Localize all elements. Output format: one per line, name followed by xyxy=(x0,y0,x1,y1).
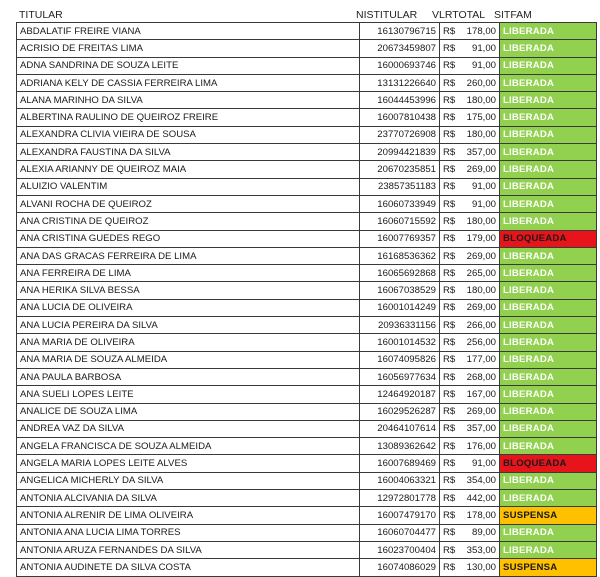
vlrtotal-cell xyxy=(440,282,500,299)
currency-symbol: R$ xyxy=(443,285,456,297)
amount-value: 180,00 xyxy=(466,129,496,141)
amount-value: 265,00 xyxy=(466,267,496,279)
amount-value: 178,00 xyxy=(466,509,496,521)
sitfam-status-cell: LIBERADA xyxy=(500,247,597,264)
table-row xyxy=(17,438,597,455)
currency-symbol: R$ xyxy=(443,267,456,279)
currency-symbol: R$ xyxy=(443,458,456,470)
nistitular-cell: 16000693746 xyxy=(360,57,440,74)
sitfam-status-cell: LIBERADA xyxy=(500,74,597,91)
currency-symbol: R$ xyxy=(443,250,456,262)
titular-cell: ALANA MARINHO DA SILVA xyxy=(17,92,360,109)
currency-symbol: R$ xyxy=(443,371,456,383)
titular-cell: ALEXANDRA FAUSTINA DA SILVA xyxy=(17,144,360,161)
table-row xyxy=(17,541,597,558)
amount-value: 178,00 xyxy=(466,25,496,37)
nistitular-cell: 16074095826 xyxy=(360,351,440,368)
sitfam-status-cell: LIBERADA xyxy=(500,23,597,40)
amount-value: 179,00 xyxy=(466,233,496,245)
titular-cell: ANGELA FRANCISCA DE SOUZA ALMEIDA xyxy=(17,438,360,455)
amount-value: 175,00 xyxy=(466,112,496,124)
table-row xyxy=(17,368,597,385)
currency-symbol: R$ xyxy=(443,544,456,556)
header-vlrtotal: VLRTOTAL xyxy=(432,9,486,21)
amount-value: 180,00 xyxy=(466,285,496,297)
table-row xyxy=(17,230,597,247)
amount-value: 268,00 xyxy=(466,371,496,383)
sitfam-status-cell: LIBERADA xyxy=(500,57,597,74)
vlrtotal-cell xyxy=(440,403,500,420)
titular-cell: ANTONIA ANA LUCIA LIMA TORRES xyxy=(17,524,360,541)
vlrtotal-cell xyxy=(440,455,500,472)
nistitular-cell: 16060715592 xyxy=(360,213,440,230)
table-row xyxy=(17,559,597,576)
amount-value: 130,00 xyxy=(466,561,496,573)
sitfam-status-cell: LIBERADA xyxy=(500,420,597,437)
currency-symbol: R$ xyxy=(443,198,456,210)
nistitular-cell: 20464107614 xyxy=(360,420,440,437)
currency-symbol: R$ xyxy=(443,129,456,141)
titular-cell: ANTONIA ALCIVANIA DA SILVA xyxy=(17,490,360,507)
vlrtotal-cell xyxy=(440,109,500,126)
nistitular-cell: 16065692868 xyxy=(360,265,440,282)
vlrtotal-cell xyxy=(440,195,500,212)
titular-cell: ANGELA MARIA LOPES LEITE ALVES xyxy=(17,455,360,472)
vlrtotal-cell xyxy=(440,178,500,195)
table-row xyxy=(17,403,597,420)
nistitular-cell: 16007479170 xyxy=(360,507,440,524)
vlrtotal-cell xyxy=(440,559,500,576)
table-row xyxy=(17,386,597,403)
table-row xyxy=(17,74,597,91)
titular-cell: ANA DAS GRACAS FERREIRA DE LIMA xyxy=(17,247,360,264)
vlrtotal-cell xyxy=(440,317,500,334)
nistitular-cell: 12464920187 xyxy=(360,386,440,403)
table-row xyxy=(17,524,597,541)
table-row xyxy=(17,351,597,368)
titular-cell: ANA LUCIA DE OLIVEIRA xyxy=(17,299,360,316)
amount-value: 260,00 xyxy=(466,77,496,89)
amount-value: 269,00 xyxy=(466,406,496,418)
amount-value: 180,00 xyxy=(466,94,496,106)
table-row xyxy=(17,126,597,143)
nistitular-cell: 23770726908 xyxy=(360,126,440,143)
sitfam-status-cell: LIBERADA xyxy=(500,265,597,282)
nistitular-cell: 20670235851 xyxy=(360,161,440,178)
header-nistitular: NISTITULAR xyxy=(356,9,418,21)
vlrtotal-cell xyxy=(440,57,500,74)
vlrtotal-cell xyxy=(440,265,500,282)
amount-value: 91,00 xyxy=(471,458,496,470)
titular-cell: ANA PAULA BARBOSA xyxy=(17,368,360,385)
nistitular-cell: 13089362642 xyxy=(360,438,440,455)
vlrtotal-cell xyxy=(440,420,500,437)
sitfam-status-cell: LIBERADA xyxy=(500,438,597,455)
sitfam-status-cell: LIBERADA xyxy=(500,126,597,143)
table-row xyxy=(17,195,597,212)
sitfam-status-cell: LIBERADA xyxy=(500,109,597,126)
titular-cell: ANTONIA ARUZA FERNANDES DA SILVA xyxy=(17,541,360,558)
vlrtotal-cell xyxy=(440,161,500,178)
nistitular-cell: 16007689469 xyxy=(360,455,440,472)
vlrtotal-cell xyxy=(440,40,500,57)
sitfam-status-cell: LIBERADA xyxy=(500,386,597,403)
titular-cell: ANGELICA MICHERLY DA SILVA xyxy=(17,472,360,489)
currency-symbol: R$ xyxy=(443,423,456,435)
vlrtotal-cell xyxy=(440,541,500,558)
currency-symbol: R$ xyxy=(443,60,456,72)
amount-value: 353,00 xyxy=(466,544,496,556)
table-row xyxy=(17,265,597,282)
amount-value: 269,00 xyxy=(466,164,496,176)
currency-symbol: R$ xyxy=(443,388,456,400)
sitfam-status-cell: LIBERADA xyxy=(500,524,597,541)
nistitular-cell: 20936331156 xyxy=(360,317,440,334)
titular-cell: ANA CRISTINA GUEDES REGO xyxy=(17,230,360,247)
titular-cell: ALBERTINA RAULINO DE QUEIROZ FREIRE xyxy=(17,109,360,126)
nistitular-cell: 20994421839 xyxy=(360,144,440,161)
vlrtotal-cell xyxy=(440,386,500,403)
currency-symbol: R$ xyxy=(443,475,456,487)
nistitular-cell: 16001014249 xyxy=(360,299,440,316)
vlrtotal-cell xyxy=(440,23,500,40)
titular-cell: ANA FERREIRA DE LIMA xyxy=(17,265,360,282)
amount-value: 442,00 xyxy=(466,492,496,504)
amount-value: 91,00 xyxy=(471,42,496,54)
vlrtotal-cell xyxy=(440,144,500,161)
table-row xyxy=(17,490,597,507)
table-row xyxy=(17,23,597,40)
vlrtotal-cell xyxy=(440,126,500,143)
currency-symbol: R$ xyxy=(443,94,456,106)
table-row xyxy=(17,317,597,334)
nistitular-cell: 16007810438 xyxy=(360,109,440,126)
amount-value: 266,00 xyxy=(466,319,496,331)
vlrtotal-cell xyxy=(440,472,500,489)
vlrtotal-cell xyxy=(440,507,500,524)
table-row xyxy=(17,507,597,524)
titular-cell: ANA LUCIA PEREIRA DA SILVA xyxy=(17,317,360,334)
titular-cell: ANDREA VAZ DA SILVA xyxy=(17,420,360,437)
titular-cell: ADNA SANDRINA DE SOUZA LEITE xyxy=(17,57,360,74)
vlrtotal-cell xyxy=(440,368,500,385)
amount-value: 177,00 xyxy=(466,354,496,366)
sitfam-status-cell: LIBERADA xyxy=(500,40,597,57)
titular-cell: ANA MARIA DE OLIVEIRA xyxy=(17,334,360,351)
currency-symbol: R$ xyxy=(443,146,456,158)
header-titular: TITULAR xyxy=(19,9,63,21)
table-row xyxy=(17,455,597,472)
table-row xyxy=(17,299,597,316)
titular-cell: ANA SUELI LOPES LEITE xyxy=(17,386,360,403)
nistitular-cell: 16044453996 xyxy=(360,92,440,109)
vlrtotal-cell xyxy=(440,490,500,507)
sitfam-status-cell: LIBERADA xyxy=(500,403,597,420)
sitfam-status-cell: LIBERADA xyxy=(500,351,597,368)
nistitular-cell: 16029526287 xyxy=(360,403,440,420)
sitfam-status-cell: LIBERADA xyxy=(500,299,597,316)
sitfam-status-cell: LIBERADA xyxy=(500,213,597,230)
amount-value: 180,00 xyxy=(466,215,496,227)
amount-value: 354,00 xyxy=(466,475,496,487)
titular-cell: ACRISIO DE FREITAS LIMA xyxy=(17,40,360,57)
vlrtotal-cell xyxy=(440,213,500,230)
nistitular-cell: 23857351183 xyxy=(360,178,440,195)
sitfam-status-cell: LIBERADA xyxy=(500,195,597,212)
currency-symbol: R$ xyxy=(443,492,456,504)
table-row xyxy=(17,57,597,74)
currency-symbol: R$ xyxy=(443,77,456,89)
vlrtotal-cell xyxy=(440,524,500,541)
sitfam-status-cell: LIBERADA xyxy=(500,282,597,299)
nistitular-cell: 16056977634 xyxy=(360,368,440,385)
sitfam-status-cell: LIBERADA xyxy=(500,92,597,109)
currency-symbol: R$ xyxy=(443,319,456,331)
currency-symbol: R$ xyxy=(443,215,456,227)
titular-cell: ADRIANA KELY DE CASSIA FERREIRA LIMA xyxy=(17,74,360,91)
nistitular-cell: 20673459807 xyxy=(360,40,440,57)
table-row xyxy=(17,472,597,489)
beneficiary-table xyxy=(16,22,597,577)
titular-cell: ANA HERIKA SILVA BESSA xyxy=(17,282,360,299)
vlrtotal-cell xyxy=(440,299,500,316)
amount-value: 91,00 xyxy=(471,198,496,210)
vlrtotal-cell xyxy=(440,74,500,91)
nistitular-cell: 16168536362 xyxy=(360,247,440,264)
table-row xyxy=(17,420,597,437)
titular-cell: ABDALATIF FREIRE VIANA xyxy=(17,23,360,40)
vlrtotal-cell xyxy=(440,334,500,351)
titular-cell: ANALICE DE SOUZA LIMA xyxy=(17,403,360,420)
nistitular-cell: 12972801778 xyxy=(360,490,440,507)
amount-value: 269,00 xyxy=(466,250,496,262)
vlrtotal-cell xyxy=(440,247,500,264)
nistitular-cell: 16007769357 xyxy=(360,230,440,247)
amount-value: 357,00 xyxy=(466,423,496,435)
sitfam-status-cell: SUSPENSA xyxy=(500,559,597,576)
sitfam-status-cell: LIBERADA xyxy=(500,368,597,385)
amount-value: 176,00 xyxy=(466,440,496,452)
nistitular-cell: 16060733949 xyxy=(360,195,440,212)
currency-symbol: R$ xyxy=(443,561,456,573)
sitfam-status-cell: LIBERADA xyxy=(500,178,597,195)
nistitular-cell: 16130796715 xyxy=(360,23,440,40)
table-row xyxy=(17,92,597,109)
titular-cell: ANTONIA AUDINETE DA SILVA COSTA xyxy=(17,559,360,576)
amount-value: 91,00 xyxy=(471,181,496,193)
table-row xyxy=(17,109,597,126)
table-row xyxy=(17,213,597,230)
table-row xyxy=(17,40,597,57)
table-row xyxy=(17,144,597,161)
header-row xyxy=(16,6,594,22)
currency-symbol: R$ xyxy=(443,233,456,245)
sitfam-status-cell: LIBERADA xyxy=(500,334,597,351)
titular-cell: ANA MARIA DE SOUZA ALMEIDA xyxy=(17,351,360,368)
vlrtotal-cell xyxy=(440,438,500,455)
sitfam-status-cell: BLOQUEADA xyxy=(500,230,597,247)
amount-value: 89,00 xyxy=(471,527,496,539)
table-row xyxy=(17,282,597,299)
currency-symbol: R$ xyxy=(443,302,456,314)
vlrtotal-cell xyxy=(440,92,500,109)
currency-symbol: R$ xyxy=(443,164,456,176)
nistitular-cell: 13131226640 xyxy=(360,74,440,91)
vlrtotal-cell xyxy=(440,351,500,368)
currency-symbol: R$ xyxy=(443,25,456,37)
nistitular-cell: 16023700404 xyxy=(360,541,440,558)
titular-cell: ANTONIA ALRENIR DE LIMA OLIVEIRA xyxy=(17,507,360,524)
currency-symbol: R$ xyxy=(443,112,456,124)
currency-symbol: R$ xyxy=(443,509,456,521)
sitfam-status-cell: BLOQUEADA xyxy=(500,455,597,472)
sitfam-status-cell: SUSPENSA xyxy=(500,507,597,524)
nistitular-cell: 16001014532 xyxy=(360,334,440,351)
sitfam-status-cell: LIBERADA xyxy=(500,472,597,489)
titular-cell: ALEXANDRA CLIVIA VIEIRA DE SOUSA xyxy=(17,126,360,143)
table-row xyxy=(17,178,597,195)
table-row xyxy=(17,247,597,264)
titular-cell: ANA CRISTINA DE QUEIROZ xyxy=(17,213,360,230)
titular-cell: ALEXIA ARIANNY DE QUEIROZ MAIA xyxy=(17,161,360,178)
currency-symbol: R$ xyxy=(443,42,456,54)
titular-cell: ALUIZIO VALENTIM xyxy=(17,178,360,195)
currency-symbol: R$ xyxy=(443,527,456,539)
amount-value: 269,00 xyxy=(466,302,496,314)
nistitular-cell: 16074086029 xyxy=(360,559,440,576)
table-row xyxy=(17,334,597,351)
spreadsheet xyxy=(16,6,594,577)
amount-value: 167,00 xyxy=(466,388,496,400)
nistitular-cell: 16060704477 xyxy=(360,524,440,541)
amount-value: 256,00 xyxy=(466,336,496,348)
table-row xyxy=(17,161,597,178)
sitfam-status-cell: LIBERADA xyxy=(500,144,597,161)
currency-symbol: R$ xyxy=(443,440,456,452)
currency-symbol: R$ xyxy=(443,336,456,348)
amount-value: 357,00 xyxy=(466,146,496,158)
amount-value: 91,00 xyxy=(471,60,496,72)
nistitular-cell: 16004063321 xyxy=(360,472,440,489)
sitfam-status-cell: LIBERADA xyxy=(500,490,597,507)
currency-symbol: R$ xyxy=(443,354,456,366)
titular-cell: ALVANI ROCHA DE QUEIROZ xyxy=(17,195,360,212)
nistitular-cell: 16067038529 xyxy=(360,282,440,299)
sitfam-status-cell: LIBERADA xyxy=(500,541,597,558)
vlrtotal-cell xyxy=(440,230,500,247)
header-sitfam: SITFAM xyxy=(494,9,532,21)
currency-symbol: R$ xyxy=(443,181,456,193)
currency-symbol: R$ xyxy=(443,406,456,418)
sitfam-status-cell: LIBERADA xyxy=(500,317,597,334)
sitfam-status-cell: LIBERADA xyxy=(500,161,597,178)
